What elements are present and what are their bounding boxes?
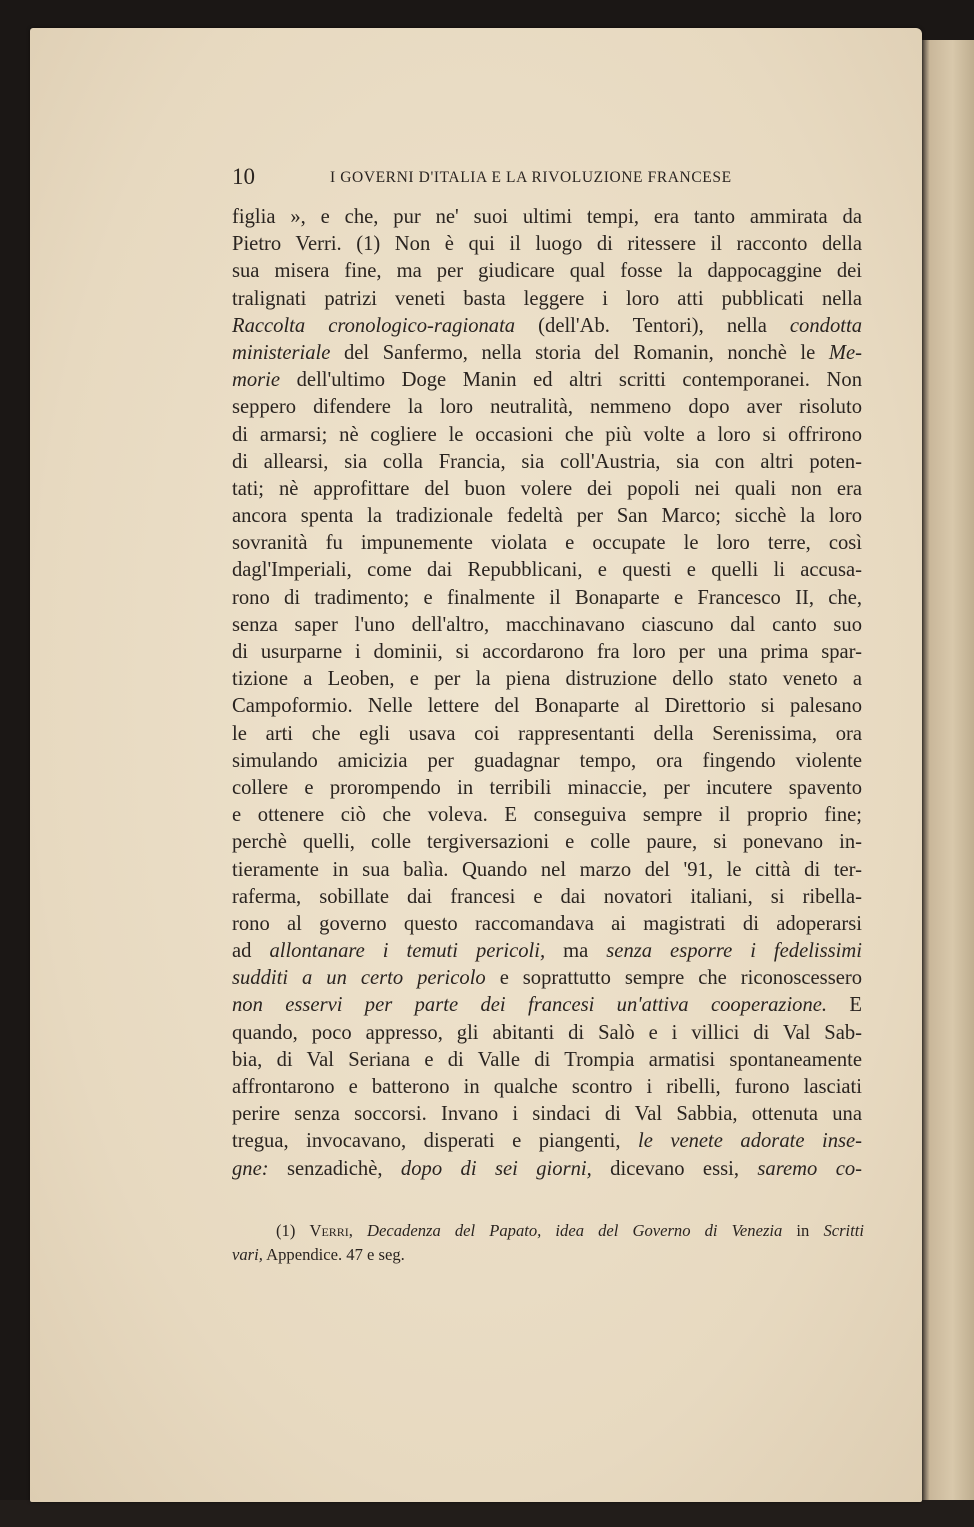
text-line bbox=[232, 394, 862, 421]
text-run: E bbox=[827, 994, 862, 1017]
text-line bbox=[232, 1074, 862, 1101]
footnote-marker: (1) bbox=[276, 1221, 296, 1240]
text-run: (dell'Ab. Tentori), nella bbox=[515, 314, 790, 337]
text-line bbox=[232, 476, 862, 503]
text-line bbox=[232, 1020, 862, 1047]
text-line bbox=[232, 1101, 862, 1128]
page-number: 10 bbox=[232, 164, 255, 189]
text-line bbox=[232, 585, 862, 612]
text-run: ancora spenta la tradizionale fedeltà per San Marco; sicchè la loro bbox=[232, 505, 862, 528]
text-run: rono di tradimento; e finalmente il Bonaparte e Francesco II, che, bbox=[232, 586, 862, 609]
footnote bbox=[232, 1219, 864, 1267]
text-line bbox=[232, 802, 862, 829]
text-line bbox=[232, 612, 862, 639]
text-run: tati; nè approfittare del buon volere dei popoli nei quali non era bbox=[232, 477, 862, 500]
text-run: quando, poco appresso, gli abitanti di Salò e i villici di Val Sab- bbox=[232, 1021, 862, 1044]
text-run: seppero difendere la loro neutralità, nemmeno dopo aver risoluto bbox=[232, 396, 862, 419]
italic-text: senza esporre i fedelissimi bbox=[606, 940, 862, 963]
text-line bbox=[232, 666, 862, 693]
text-line bbox=[232, 829, 862, 856]
text-line bbox=[232, 231, 862, 258]
text-run: collere e prorompendo in terribili minaccie, per incutere spavento bbox=[232, 776, 862, 799]
italic-text: gne: bbox=[232, 1157, 269, 1180]
italic-text: allontanare i temuti pericoli, bbox=[269, 940, 546, 963]
text-run: simulando amicizia per guadagnar tempo, ora fingendo violente bbox=[232, 749, 862, 772]
italic-text: saremo co- bbox=[757, 1157, 862, 1180]
text-run: tralignati patrizi veneti basta leggere i loro atti pubblicati nella bbox=[232, 287, 862, 310]
italic-text: Raccolta cronologico-ragionata bbox=[232, 314, 516, 337]
italic-text: condotta bbox=[789, 314, 862, 337]
text-run: senza saper l'uno dell'altro, macchinavano ciascuno dal canto suo bbox=[232, 613, 862, 636]
text-line bbox=[232, 857, 862, 884]
text-run: ma bbox=[545, 940, 607, 963]
text-run: perchè quelli, colle tergiversazioni e colle paure, si ponevano in- bbox=[232, 831, 862, 854]
footnote-title: Decadenza del Papato, idea del Governo di Venezia bbox=[367, 1221, 783, 1240]
text-line bbox=[232, 721, 862, 748]
text-run: sua misera fine, ma per giudicare qual fosse la dappocaggine dei bbox=[232, 260, 862, 283]
body-text bbox=[232, 204, 862, 1183]
text-line bbox=[232, 693, 862, 720]
text-line bbox=[232, 965, 862, 992]
text-run: dell'ultimo Doge Manin ed altri scritti contemporanei. Non bbox=[280, 369, 862, 392]
footnote-author: Verri, bbox=[309, 1221, 353, 1240]
text-run: figlia », e che, pur ne' suoi ultimi tempi, era tanto ammirata da bbox=[232, 206, 862, 228]
text-run: tieramente in sua balìa. Quando nel marzo del '91, le città di ter- bbox=[232, 858, 862, 881]
text-run: sovranità fu impunemente violata e occupate le loro terre, così bbox=[232, 532, 862, 555]
italic-text: Me- bbox=[828, 341, 862, 364]
text-run: di usurparne i dominii, si accordarono fra loro per una prima spar- bbox=[232, 641, 862, 663]
adjacent-page-edge bbox=[920, 40, 974, 1527]
text-line bbox=[232, 422, 862, 449]
text-run: ad bbox=[232, 940, 270, 963]
text-line bbox=[232, 258, 862, 285]
text-line bbox=[232, 639, 862, 666]
text-line bbox=[232, 530, 862, 557]
text-run: affrontarono e batterono in qualche scontro i ribelli, furono lasciati bbox=[232, 1076, 862, 1098]
text-line bbox=[232, 992, 862, 1019]
text-line bbox=[232, 286, 862, 313]
text-run: raferma, sobillate dai francesi e dai novatori italiani, si ribella- bbox=[232, 885, 862, 908]
text-line bbox=[232, 911, 862, 938]
text-run: e ottenere ciò che voleva. E conseguiva sempre il proprio fine; bbox=[232, 804, 862, 827]
text-line bbox=[232, 340, 862, 367]
text-run: rono al governo questo raccomandava ai magistrati di adoperarsi bbox=[232, 912, 862, 935]
text-run: bia, di Val Seriana e di Valle di Trompia armatisi spontaneamente bbox=[232, 1048, 862, 1071]
running-title: I GOVERNI D'ITALIA E LA RIVOLUZIONE FRANCESE bbox=[330, 169, 732, 186]
text-line bbox=[232, 938, 862, 965]
text-line bbox=[232, 503, 862, 530]
text-run: tizione a Leoben, e per la piena distruzione dello stato veneto a bbox=[232, 668, 862, 691]
text-line bbox=[232, 367, 862, 394]
text-line bbox=[232, 449, 862, 476]
text-line bbox=[232, 748, 862, 775]
italic-text: dopo di sei giorni, bbox=[400, 1157, 592, 1180]
text-run: dicevano essi, bbox=[591, 1157, 758, 1180]
page-header bbox=[232, 163, 860, 191]
text-line bbox=[232, 775, 862, 802]
footnote-line bbox=[232, 1243, 864, 1267]
text-run: senzadichè, bbox=[268, 1157, 401, 1180]
text-run: Pietro Verri. (1) Non è qui il luogo di ritessere il racconto della bbox=[232, 233, 862, 256]
footnote-line bbox=[232, 1219, 864, 1243]
text-run: dagl'Imperiali, come dai Repubblicani, e questi e quelli li accusa- bbox=[232, 559, 862, 582]
text-line bbox=[232, 884, 862, 911]
text-run: di armarsi; nè cogliere le occasioni che più volte a loro si offrirono bbox=[232, 423, 862, 446]
text-line bbox=[232, 204, 862, 231]
footnote-collection: Scritti bbox=[823, 1221, 864, 1240]
text-line bbox=[232, 557, 862, 584]
scan-background bbox=[0, 1500, 974, 1527]
text-run: le arti che egli usava coi rappresentanti della Serenissima, ora bbox=[232, 722, 862, 745]
text-run: tregua, invocavano, disperati e piangenti, bbox=[232, 1130, 638, 1153]
italic-text: ministeriale bbox=[232, 341, 331, 364]
footnote-collection-cont: vari, bbox=[232, 1245, 263, 1264]
text-line bbox=[232, 1047, 862, 1074]
text-line bbox=[232, 1156, 862, 1183]
text-line bbox=[232, 313, 862, 340]
text-line bbox=[232, 1128, 862, 1155]
italic-text: morie bbox=[232, 369, 281, 392]
text-run: e soprattutto sempre che riconoscessero bbox=[485, 967, 863, 990]
footnote-in: in bbox=[782, 1221, 824, 1240]
italic-text: le venete adorate inse- bbox=[637, 1130, 862, 1153]
text-run: di allearsi, sia colla Francia, sia coll'Austria, sia con altri poten- bbox=[232, 450, 862, 473]
italic-text: non esservi per parte dei francesi un'attiva cooperazione. bbox=[232, 994, 828, 1017]
italic-text: sudditi a un certo pericolo bbox=[232, 967, 486, 990]
footnote-rest: Appendice. 47 e seg. bbox=[262, 1245, 405, 1264]
text-run: Campoformio. Nelle lettere del Bonaparte al Direttorio si palesano bbox=[232, 695, 862, 718]
text-run: del Sanfermo, nella storia del Romanin, nonchè le bbox=[330, 341, 829, 364]
text-run: perire senza soccorsi. Invano i sindaci di Val Sabbia, ottenuta una bbox=[232, 1103, 862, 1126]
